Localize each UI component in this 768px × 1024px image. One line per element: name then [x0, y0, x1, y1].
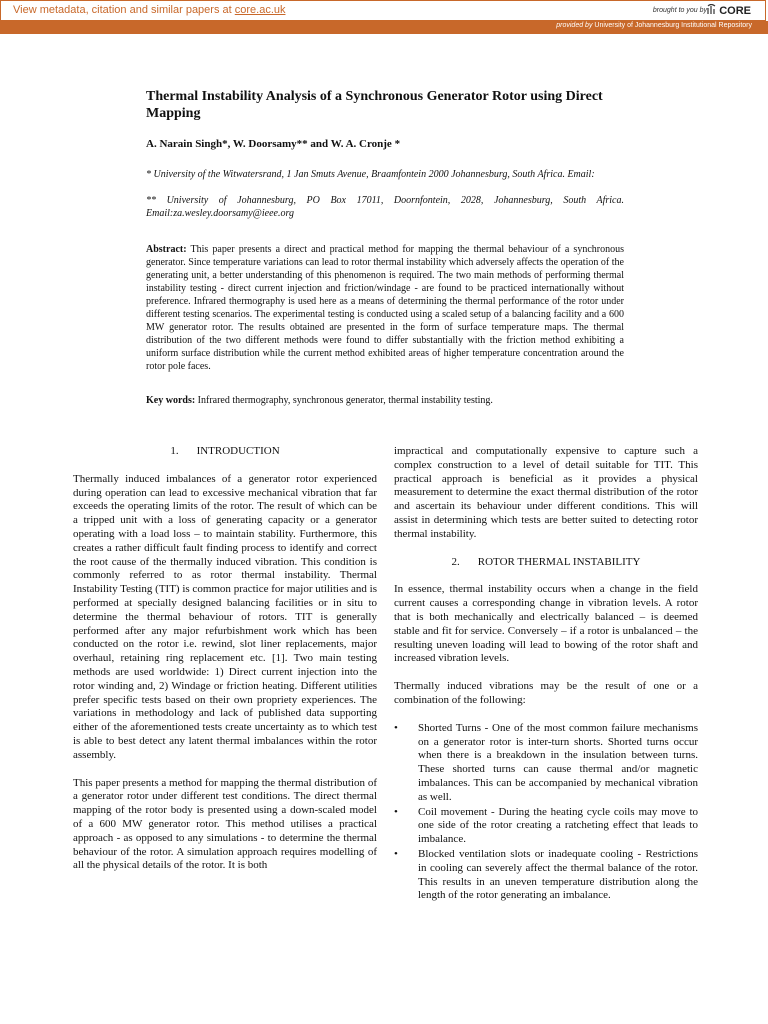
- keywords-text: Infrared thermography, synchronous generator, thermal instability testing.: [195, 395, 493, 406]
- abstract: [146, 243, 624, 373]
- metadata-prefix: View metadata, citation and similar papers at: [13, 4, 235, 16]
- list-item-text: Shorted Turns - One of the most common failure mechanisms on a generator rotor is inter-turn shorts. Shorted turns occur when there is a breakdown in the insulation between turns. These shorted turns can cause thermal and/or magnetic imbalances. This can be accompanied by mechanical vibration as well.: [418, 721, 698, 803]
- section-1-paragraph-1: Thermally induced imbalances of a generator rotor experienced during operation can lead to excessive mechanical vibration that far exceeds the operating limits of the rotor. The result of which can be a tripped unit with a loss of generating capacity or a generator operating with a load loss – to maintain stability. Furthermore, this creates a rather difficult fault finding process to identify and correct the root cause of the thermally induced vibration. This condition is commonly referred to as rotor thermal instability. Thermal Instability Testing (TIT) is common practice for major utilities and is performed at specially designed balancing facilities or in situ to determine the thermal behaviour of rotors. TIT is generally performed after any major refurbishment work which has been conducted on the rotor i.e. rewind, slot liner replacements, major overhaul, retaining ring replacement etc. [1]. Two main testing methods are used worldwide: 1) Direct current injection into the rotor winding and, 2) Windage or friction heating. Different utilities prefer specific tests based on their own propriety experiences. The variations in methodology and lack of published data supporting either of the aforementioned tests create uncertainty as to which test is able to best detect any latent thermal imbalances within the rotor assembly.: [73, 472, 377, 761]
- section-2-paragraph-2: Thermally induced vibrations may be the result of one or a combination of the following:: [394, 680, 698, 706]
- core-link[interactable]: core.ac.uk: [234, 4, 286, 16]
- provided-by: [556, 22, 752, 29]
- list-item-text: Blocked ventilation slots or inadequate cooling - Restrictions in cooling can severely affect the thermal balance of the rotor. This results in an uneven temperature distribution along the length of the rotor generating an imbalance.: [418, 847, 698, 902]
- instability-causes-list: [394, 722, 698, 903]
- section-1-paragraph-3: impractical and computationally expensive to capture such a complex construction to a level of detail suitable for TIT. This practical approach is beneficial as it provides a physical measurement to determine the exact thermal distribution of the rotor and ascertain its behaviour under different conditions. This will assist in determining which tests are better suited to detecting rotor thermal instability.: [394, 445, 698, 540]
- keywords: [146, 395, 624, 406]
- list-item-text: Coil movement - During the heating cycle coils may move to one side of the rotor creating a ratcheting effect that leads to imbalance.: [418, 805, 698, 846]
- brought-to-you-label: brought to you by: [652, 7, 707, 14]
- paper-authors: A. Narain Singh*, W. Doorsamy** and W. A. Cronje *: [146, 138, 401, 150]
- section-2-heading: [394, 556, 698, 570]
- right-column: [394, 445, 698, 904]
- list-item: [394, 722, 698, 805]
- paper-title: Thermal Instability Analysis of a Synchronous Generator Rotor using Direct Mapping: [146, 89, 603, 121]
- section-1-heading: [73, 445, 377, 459]
- bullet-icon: •: [394, 847, 398, 860]
- section-1-paragraph-2: This paper presents a method for mapping the thermal distribution of a generator rotor under different test conditions. The direct thermal mapping of the rotor body is presented using a down-scaled model of a 600 MW generator rotor. This method utilises a practical approach - as opposed to any simulations - to determine the thermal behaviour of the rotor. A simulation approach requires modelling of all the physical details of the rotor. It is both: [73, 776, 377, 872]
- provided-by-source[interactable]: University of Johannesburg Institutional Repository: [594, 22, 752, 29]
- section-2-paragraph-1: In essence, thermal instability occurs when a change in the field current causes a corresponding change in vibration levels. A rotor that is both mechanically and electrically balanced – is deemed stable and fit for service. Conversely – if a rotor is unbalanced – the resulting uneven loading will lead to bowing of the rotor shaft and increased vibration levels.: [394, 583, 698, 665]
- provided-by-bar: [0, 21, 768, 34]
- section-1-title: INTRODUCTION: [196, 445, 280, 457]
- list-item: [394, 848, 698, 903]
- section-2-title: ROTOR THERMAL INSTABILITY: [477, 555, 641, 568]
- provided-by-label: provided by: [556, 22, 593, 29]
- abstract-text: This paper presents a direct and practical method for mapping the thermal behaviour of a synchronous generator. Since temperature variations can lead to rotor thermal instability which adversely affects the operation of the generating unit, a better understanding of this phenomenon is required. The two main methods of performing thermal instability testing - direct current injection and friction/windage - are found to be practiced internationally without preference. Infrared thermography is used here as a means of determining the thermal performance of the rotor under different testing scenarios. The experimental testing is conducted using a scaled setup of a balancing facility and a 600 MW generator rotor. The results obtained are presented in the form of surface temperature maps. The thermal distribution of the two different methods were found to differ substantially with the friction method exhibiting a uniform surface distribution while the current method exhibited areas of higher temperature concentration around the rotor pole faces.: [146, 244, 624, 372]
- bullet-icon: •: [394, 721, 398, 734]
- keywords-label: Key words:: [146, 395, 196, 406]
- abstract-label: Abstract:: [146, 244, 187, 255]
- left-column: [73, 445, 377, 887]
- core-logo-text: CORE: [719, 5, 751, 17]
- metadata-notice: [13, 4, 286, 16]
- list-item: [394, 806, 698, 847]
- bullet-icon: •: [394, 805, 398, 818]
- section-2-number: 2.: [451, 555, 460, 568]
- core-banner: [0, 0, 766, 21]
- core-logo[interactable]: [707, 4, 751, 17]
- affiliation-2: ** University of Johannesburg, PO Box 17011, Doornfontein, 2028, Johannesburg, South Africa. Email:za.wesley.doorsamy@ieee.org: [146, 195, 624, 219]
- section-1-number: 1.: [170, 445, 179, 457]
- affiliation-1: * University of the Witwatersrand, 1 Jan Smuts Avenue, Braamfontein 2000 Johannesburg, South Africa. Email:: [146, 169, 595, 180]
- core-logo-icon: [707, 4, 716, 15]
